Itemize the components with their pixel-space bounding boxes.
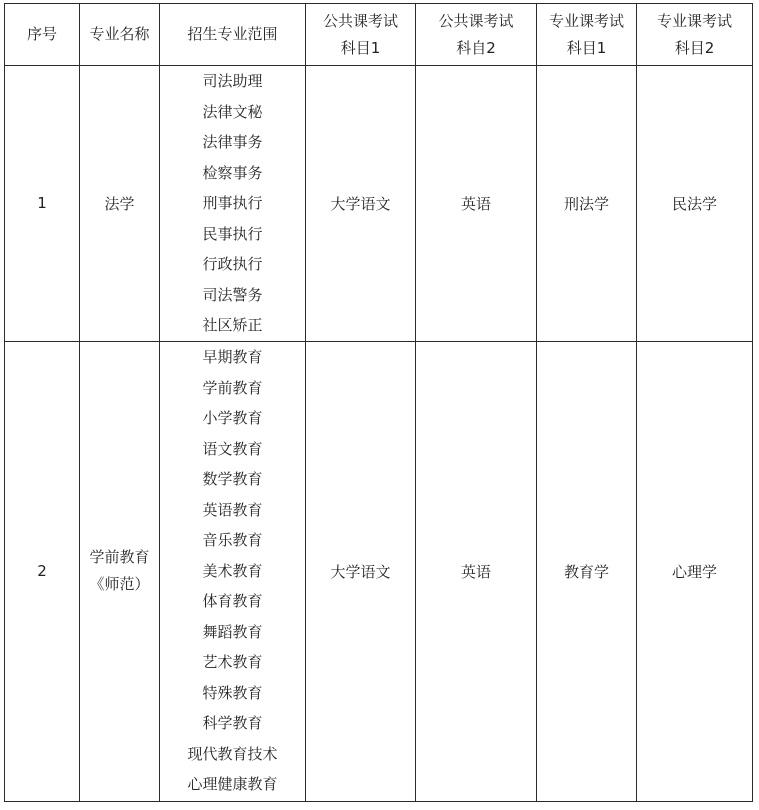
cell-seq: 2 [5, 341, 80, 801]
header-professional-subject-2: 专业课考试 科目2 [637, 4, 753, 66]
header-major: 专业名称 [80, 4, 160, 66]
cell-professional-subject-2: 民法学 [637, 66, 753, 342]
header-row [5, 4, 753, 66]
range-item: 检察事务 [202, 163, 263, 182]
range-item: 司法助理 [202, 72, 263, 90]
range-item: 语文教育 [202, 439, 263, 458]
range-item: 法律事务 [202, 133, 263, 151]
cell-major: 法学 [80, 66, 160, 342]
range-item: 特殊教育 [202, 683, 263, 702]
cell-range [160, 66, 306, 342]
cell-professional-subject-1: 教育学 [537, 341, 637, 801]
range-item: 小学教育 [202, 409, 263, 428]
cell-range [160, 341, 306, 801]
cell-professional-subject-1: 刑法学 [537, 66, 637, 342]
header-seq: 序号 [5, 4, 80, 66]
range-item: 早期教育 [202, 348, 263, 367]
range-item: 行政执行 [202, 255, 263, 273]
cell-major: 学前教育 《师范） [80, 341, 160, 801]
range-item: 体育教育 [202, 592, 263, 611]
range-item: 学前教育 [202, 378, 263, 397]
cell-public-subject-1: 大学语文 [306, 341, 416, 801]
header-public-subject-2: 公共课考试 科自2 [416, 4, 537, 66]
range-item: 艺术教育 [202, 653, 263, 672]
range-item: 现代教育技术 [187, 744, 278, 763]
cell-seq: 1 [5, 66, 80, 342]
range-item: 心理健康教育 [187, 775, 278, 794]
header-range: 招生专业范围 [160, 4, 306, 66]
range-item: 民事执行 [202, 224, 263, 243]
table-row [5, 341, 753, 801]
range-item: 科学教育 [202, 714, 263, 733]
table-row [5, 66, 753, 342]
range-item: 美术教育 [202, 561, 263, 580]
range-item: 舞蹈教育 [202, 622, 263, 641]
range-item: 音乐教育 [202, 531, 263, 550]
cell-public-subject-1: 大学语文 [306, 66, 416, 342]
header-professional-subject-1: 专业课考试 科目1 [537, 4, 637, 66]
range-item: 数学教育 [202, 470, 263, 489]
cell-public-subject-2: 英语 [416, 341, 537, 801]
range-item: 司法警务 [202, 285, 263, 304]
enrollment-table [4, 3, 753, 802]
header-public-subject-1: 公共课考试 科目1 [306, 4, 416, 66]
range-item: 社区矫正 [202, 316, 263, 334]
range-item: 刑事执行 [202, 194, 263, 212]
range-item: 英语教育 [202, 500, 263, 519]
range-item: 法律文秘 [202, 102, 263, 121]
cell-public-subject-2: 英语 [416, 66, 537, 342]
cell-professional-subject-2: 心理学 [637, 341, 753, 801]
